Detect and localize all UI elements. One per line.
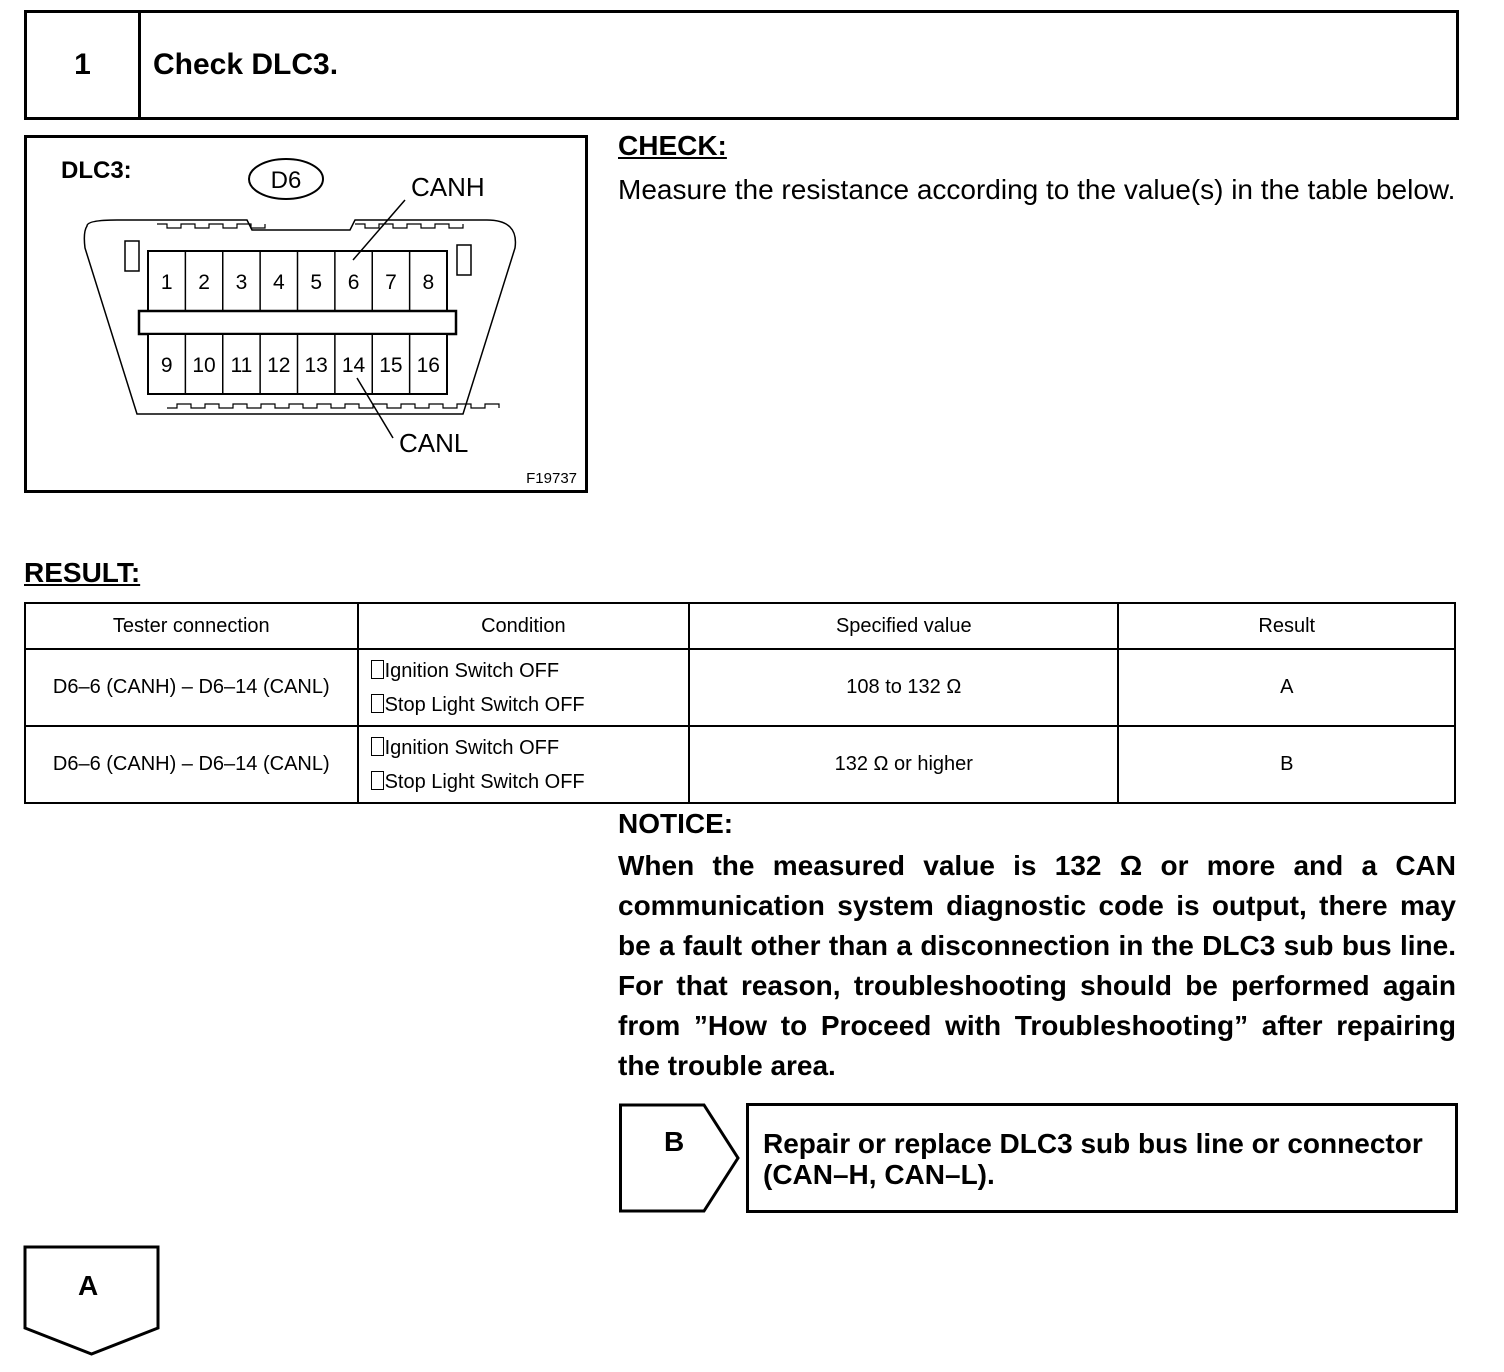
pin-number-4: 4 — [272, 271, 285, 294]
pin-number-15: 15 — [379, 354, 403, 377]
checkbox-glyph — [371, 694, 384, 713]
result-b-arrow — [618, 1102, 744, 1214]
result-a-arrow — [22, 1244, 162, 1360]
left-tab — [125, 241, 139, 271]
condition-text: Stop Light Switch OFF — [384, 693, 585, 716]
condition-cell — [358, 649, 690, 726]
right-arrow-icon — [618, 1102, 744, 1214]
column-header: Condition — [358, 603, 690, 649]
notice-heading: NOTICE: — [618, 808, 734, 839]
canh-label: CANH — [411, 172, 485, 202]
check-heading: CHECK: — [618, 130, 727, 161]
result-b-label: B — [664, 1126, 685, 1157]
canl-label: CANL — [399, 428, 469, 458]
right-tab — [457, 245, 471, 275]
pin-number-9: 9 — [160, 354, 173, 377]
specified-value-cell: 132 Ω or higher — [689, 726, 1118, 803]
dlc3-connector-drawing — [27, 138, 585, 490]
middle-bar — [139, 311, 456, 334]
result-heading: RESULT: — [24, 557, 141, 588]
table-row — [25, 726, 1455, 803]
column-header: Result — [1118, 603, 1455, 649]
checkbox-glyph — [371, 660, 384, 679]
pin-number-10: 10 — [192, 354, 216, 377]
pin-number-6: 6 — [347, 271, 360, 294]
step-header — [24, 10, 1459, 120]
down-arrow-icon — [22, 1244, 162, 1360]
checkbox-glyph — [371, 737, 384, 756]
pin-number-3: 3 — [235, 271, 248, 294]
top-ridge — [157, 224, 463, 228]
bottom-ridge — [167, 404, 499, 408]
table-header-row — [25, 603, 1455, 649]
pin-number-7: 7 — [385, 271, 397, 294]
step-number: 1 — [27, 13, 141, 117]
pin-number-5: 5 — [310, 271, 323, 294]
result-table — [24, 602, 1456, 804]
result-cell: B — [1118, 726, 1455, 803]
pin-number-16: 16 — [416, 354, 440, 377]
pin-number-8: 8 — [422, 271, 435, 294]
condition-text: Ignition Switch OFF — [384, 659, 560, 682]
diagram-label: DLC3: — [61, 157, 132, 184]
specified-value-cell: 108 to 132 Ω — [689, 649, 1118, 726]
table-row — [25, 649, 1455, 726]
pin-number-14: 14 — [341, 354, 366, 377]
result-cell: A — [1118, 649, 1455, 726]
dlc3-diagram — [24, 135, 588, 493]
repair-action-text: Repair or replace DLC3 sub bus line or connector (CAN–H, CAN–L). — [763, 1128, 1423, 1190]
pin-number-11: 11 — [230, 354, 253, 377]
notice-text: When the measured value is 132 Ω or more and a CAN communication system diagnostic code is output, there may be a fault other than a disconnection in the DLC3 sub bus line. For that reason, troubleshooting should be performed again from ”How to Proceed with Troubleshooting” after repairing the trouble area. — [618, 850, 1456, 1081]
column-header: Specified value — [689, 603, 1118, 649]
result-a-label: A — [78, 1270, 99, 1301]
tester-connection-cell: D6–6 (CANH) – D6–14 (CANL) — [25, 726, 358, 803]
tester-connection-cell: D6–6 (CANH) – D6–14 (CANL) — [25, 649, 358, 726]
pin-number-13: 13 — [304, 354, 328, 377]
condition-text: Ignition Switch OFF — [384, 736, 560, 759]
condition-cell — [358, 726, 690, 803]
pin-number-12: 12 — [267, 354, 291, 377]
repair-action-box — [746, 1103, 1458, 1213]
checkbox-glyph — [371, 771, 384, 790]
connector-code: D6 — [270, 167, 302, 194]
pin-number-1: 1 — [160, 271, 173, 294]
pin-number-2: 2 — [198, 271, 210, 294]
step-title: Check DLC3. — [153, 48, 339, 81]
column-header: Tester connection — [25, 603, 358, 649]
check-instruction: Measure the resistance according to the value(s) in the table below. — [618, 174, 1456, 205]
condition-text: Stop Light Switch OFF — [384, 770, 585, 793]
figure-id: F19737 — [526, 470, 577, 487]
